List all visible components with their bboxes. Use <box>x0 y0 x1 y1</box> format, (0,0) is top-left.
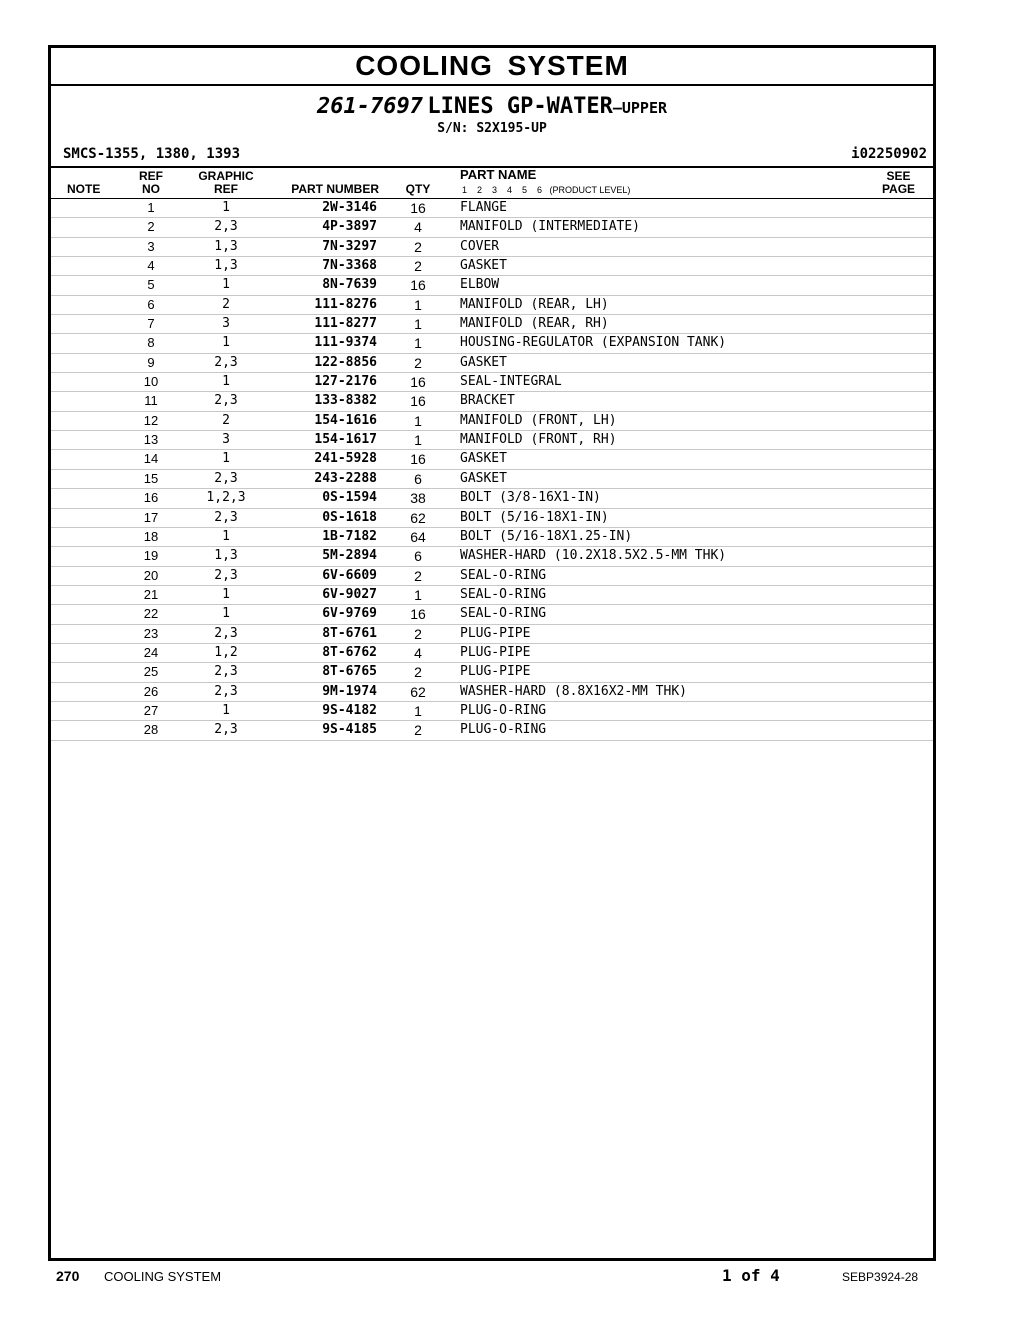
part-number: 2W-3146 <box>322 200 377 215</box>
part-name: MANIFOLD (FRONT, RH) <box>460 432 617 448</box>
part-number: 8N-7639 <box>322 277 377 293</box>
graphic-ref: 1,3 <box>214 258 238 274</box>
parts-list-frame <box>48 45 936 1261</box>
part-name: BOLT (5/16-18X1-IN) <box>460 509 609 525</box>
serial-number: S/N: S2X195-UP <box>437 121 547 136</box>
part-name: WASHER-HARD (8.8X16X2-MM THK) <box>460 683 687 699</box>
table-row <box>51 276 933 295</box>
graphic-ref: 2,3 <box>214 393 238 409</box>
quantity: 16 <box>410 451 426 468</box>
part-name: WASHER-HARD (10.2X18.5X2.5-MM THK) <box>460 548 727 564</box>
graphic-ref: 2,3 <box>214 722 238 738</box>
part-name: PLUG-PIPE <box>460 625 531 641</box>
smcs-codes: SMCS-1355, 1380, 1393 <box>63 146 241 162</box>
part-number: 0S-1594 <box>322 490 377 506</box>
ref-no: 16 <box>143 490 159 506</box>
title-bar <box>51 48 933 86</box>
quantity: 16 <box>410 374 426 391</box>
part-name: GASKET <box>460 354 507 370</box>
quantity: 2 <box>414 722 422 739</box>
table-row <box>51 586 933 605</box>
part-name: HOUSING-REGULATOR (EXPANSION TANK) <box>460 335 727 351</box>
table-row <box>51 605 933 624</box>
quantity: 64 <box>410 528 426 545</box>
ref-no: 19 <box>143 548 159 564</box>
table-row <box>51 354 933 373</box>
ref-no: 27 <box>143 702 159 718</box>
table-row <box>51 567 933 586</box>
ref-no: 11 <box>144 393 158 409</box>
quantity: 1 <box>414 412 422 429</box>
graphic-ref: 2,3 <box>214 683 238 699</box>
part-name: SEAL-O-RING <box>460 606 547 622</box>
ref-no: 7 <box>147 316 155 332</box>
table-row <box>51 683 933 702</box>
page-title: COOLING SYSTEM <box>355 50 629 81</box>
graphic-ref: 1 <box>222 374 230 390</box>
quantity: 2 <box>414 625 422 642</box>
table-header <box>51 166 933 199</box>
table-row <box>51 315 933 334</box>
table-row <box>51 431 933 450</box>
ref-no: 1 <box>147 200 155 215</box>
part-name: SEAL-O-RING <box>460 586 547 602</box>
part-number: 0S-1618 <box>322 509 377 525</box>
document-id: SEBP3924-28 <box>842 1270 919 1284</box>
table-row <box>51 489 933 508</box>
quantity: 1 <box>414 432 422 449</box>
col-see-bottom: PAGE <box>881 182 916 196</box>
ref-no: 20 <box>143 567 159 583</box>
part-name: GASKET <box>460 258 507 274</box>
part-name: BOLT (3/8-16X1-IN) <box>460 490 601 506</box>
part-name: BRACKET <box>460 393 515 409</box>
table-row <box>51 334 933 353</box>
quantity: 1 <box>414 586 422 603</box>
ref-no: 13 <box>143 432 159 448</box>
ref-no: 5 <box>147 277 155 293</box>
ref-no: 10 <box>143 374 159 390</box>
graphic-ref: 3 <box>222 432 230 448</box>
part-name: MANIFOLD (REAR, LH) <box>460 296 609 312</box>
table-row <box>51 412 933 431</box>
quantity: 38 <box>410 490 426 507</box>
ref-no: 23 <box>143 625 159 641</box>
part-number: 5M-2894 <box>322 548 377 564</box>
table-row <box>51 663 933 682</box>
part-name: COVER <box>460 238 500 254</box>
col-qty: QTY <box>405 182 431 196</box>
part-name: BOLT (5/16-18X1.25-IN) <box>460 528 633 544</box>
quantity: 16 <box>410 277 426 294</box>
graphic-ref: 1 <box>222 335 230 351</box>
table-row <box>51 296 933 315</box>
ref-no: 28 <box>143 722 159 738</box>
page-number: 270 <box>56 1268 80 1284</box>
part-name: ELBOW <box>460 277 500 293</box>
part-name: FLANGE <box>460 200 507 215</box>
group-heading <box>51 94 933 122</box>
quantity: 1 <box>414 296 422 313</box>
quantity: 16 <box>410 393 426 410</box>
quantity: 62 <box>410 683 426 700</box>
part-number: 111-9374 <box>314 335 377 351</box>
table-row <box>51 218 933 237</box>
quantity: 16 <box>410 606 426 623</box>
ref-no: 15 <box>143 470 159 486</box>
ref-no: 14 <box>143 451 159 467</box>
part-number: 9M-1974 <box>322 683 377 699</box>
part-number: 6V-6609 <box>322 567 377 583</box>
table-row <box>51 199 933 218</box>
graphic-ref: 1,2 <box>214 644 238 660</box>
table-row <box>51 470 933 489</box>
part-name: MANIFOLD (FRONT, LH) <box>460 412 617 428</box>
quantity: 2 <box>414 664 422 681</box>
table-row <box>51 644 933 663</box>
part-number: 6V-9027 <box>322 586 377 602</box>
part-number: 154-1617 <box>314 432 377 448</box>
ref-no: 4 <box>147 258 155 274</box>
part-name: GASKET <box>460 470 507 486</box>
part-number: 8T-6761 <box>322 625 377 641</box>
ref-no: 21 <box>143 586 159 602</box>
page-footer <box>0 1266 1020 1288</box>
part-number: 111-8276 <box>314 296 377 312</box>
part-number: 241-5928 <box>314 451 377 467</box>
col-ref-bottom: NO <box>142 182 160 196</box>
col-part-name: PART NAME <box>460 167 537 182</box>
part-name: GASKET <box>460 451 507 467</box>
part-number: 154-1616 <box>314 412 377 428</box>
part-number: 8T-6765 <box>322 664 377 680</box>
graphic-ref: 2,3 <box>214 354 238 370</box>
part-number: 4P-3897 <box>322 219 377 235</box>
col-part-number: PART NUMBER <box>291 182 379 196</box>
part-number: 7N-3297 <box>322 238 377 254</box>
graphic-ref: 2,3 <box>214 509 238 525</box>
graphic-ref: 1 <box>222 606 230 622</box>
graphic-ref: 3 <box>222 316 230 332</box>
table-row <box>51 238 933 257</box>
col-note: NOTE <box>67 182 101 196</box>
table-row <box>51 528 933 547</box>
table-row <box>51 373 933 392</box>
ref-no: 24 <box>143 644 159 660</box>
graphic-ref: 1 <box>222 702 230 718</box>
col-ref-top: REF <box>139 169 163 183</box>
table-row <box>51 509 933 528</box>
graphic-ref: 2 <box>222 296 230 312</box>
table-row <box>51 702 933 721</box>
quantity: 1 <box>414 316 422 333</box>
part-number: 9S-4185 <box>322 722 377 738</box>
ref-no: 25 <box>143 664 159 680</box>
part-name: PLUG-O-RING <box>460 702 547 718</box>
part-number: 133-8382 <box>314 393 377 409</box>
graphic-ref: 1,3 <box>214 238 238 254</box>
ref-no: 9 <box>147 354 155 370</box>
table-row <box>51 547 933 566</box>
quantity: 4 <box>414 219 422 236</box>
part-number: 1B-7182 <box>322 528 377 544</box>
part-name: MANIFOLD (REAR, RH) <box>460 316 609 332</box>
quantity: 6 <box>414 548 422 565</box>
part-name: SEAL-O-RING <box>460 567 547 583</box>
illustration-id: i02250902 <box>851 146 927 162</box>
quantity: 2 <box>414 567 422 584</box>
graphic-ref: 1,2,3 <box>206 490 246 506</box>
table-row <box>51 257 933 276</box>
graphic-ref: 2,3 <box>214 625 238 641</box>
group-subtitle: —UPPER <box>612 99 668 117</box>
part-name: PLUG-PIPE <box>460 664 531 680</box>
quantity: 62 <box>410 509 426 526</box>
part-number: 127-2176 <box>314 374 377 390</box>
graphic-ref: 2,3 <box>214 567 238 583</box>
graphic-ref: 1 <box>222 586 230 602</box>
part-name: SEAL-INTEGRAL <box>460 374 562 390</box>
graphic-ref: 1 <box>222 277 230 293</box>
footer-section: COOLING SYSTEM <box>104 1269 222 1284</box>
part-number: 9S-4182 <box>322 702 377 718</box>
part-name: MANIFOLD (INTERMEDIATE) <box>460 219 641 235</box>
quantity: 16 <box>410 200 426 216</box>
part-number: 8T-6762 <box>322 644 377 660</box>
quantity: 2 <box>414 258 422 275</box>
graphic-ref: 1 <box>222 451 230 467</box>
table-row <box>51 625 933 644</box>
part-name: PLUG-O-RING <box>460 722 547 738</box>
quantity: 4 <box>414 644 422 661</box>
group-number: 261-7697 <box>316 94 423 119</box>
ref-no: 8 <box>147 335 155 351</box>
col-graphic-top: GRAPHIC <box>198 169 254 183</box>
graphic-ref: 2,3 <box>214 470 238 486</box>
col-see-top: SEE <box>886 169 911 183</box>
quantity: 1 <box>414 702 422 719</box>
graphic-ref: 2 <box>222 412 230 428</box>
graphic-ref: 1 <box>222 200 230 215</box>
group-name: LINES GP-WATER <box>427 94 613 119</box>
parts-table-body <box>51 199 933 741</box>
table-row <box>51 392 933 411</box>
part-number: 6V-9769 <box>322 606 377 622</box>
ref-no: 12 <box>143 412 159 428</box>
page-of: 1 of 4 <box>722 1266 780 1285</box>
quantity: 1 <box>414 335 422 352</box>
graphic-ref: 1,3 <box>214 548 238 564</box>
smcs-row <box>51 144 933 164</box>
ref-no: 6 <box>147 296 155 312</box>
part-name: PLUG-PIPE <box>460 644 531 660</box>
quantity: 2 <box>414 238 422 255</box>
graphic-ref: 2,3 <box>214 219 238 235</box>
ref-no: 2 <box>147 219 155 235</box>
part-number: 7N-3368 <box>322 258 377 274</box>
part-number: 122-8856 <box>314 354 377 370</box>
quantity: 6 <box>414 470 422 487</box>
part-number: 111-8277 <box>314 316 377 332</box>
col-product-levels: 1 2 3 4 5 6 (PRODUCT LEVEL) <box>462 185 631 195</box>
ref-no: 3 <box>147 238 155 254</box>
ref-no: 26 <box>143 683 159 699</box>
quantity: 2 <box>414 354 422 371</box>
table-row <box>51 450 933 469</box>
ref-no: 18 <box>143 528 159 544</box>
graphic-ref: 2,3 <box>214 664 238 680</box>
col-graphic-bottom: REF <box>214 182 238 196</box>
graphic-ref: 1 <box>222 528 230 544</box>
part-number: 243-2288 <box>314 470 377 486</box>
ref-no: 17 <box>143 509 159 525</box>
table-row <box>51 721 933 740</box>
ref-no: 22 <box>143 606 159 622</box>
